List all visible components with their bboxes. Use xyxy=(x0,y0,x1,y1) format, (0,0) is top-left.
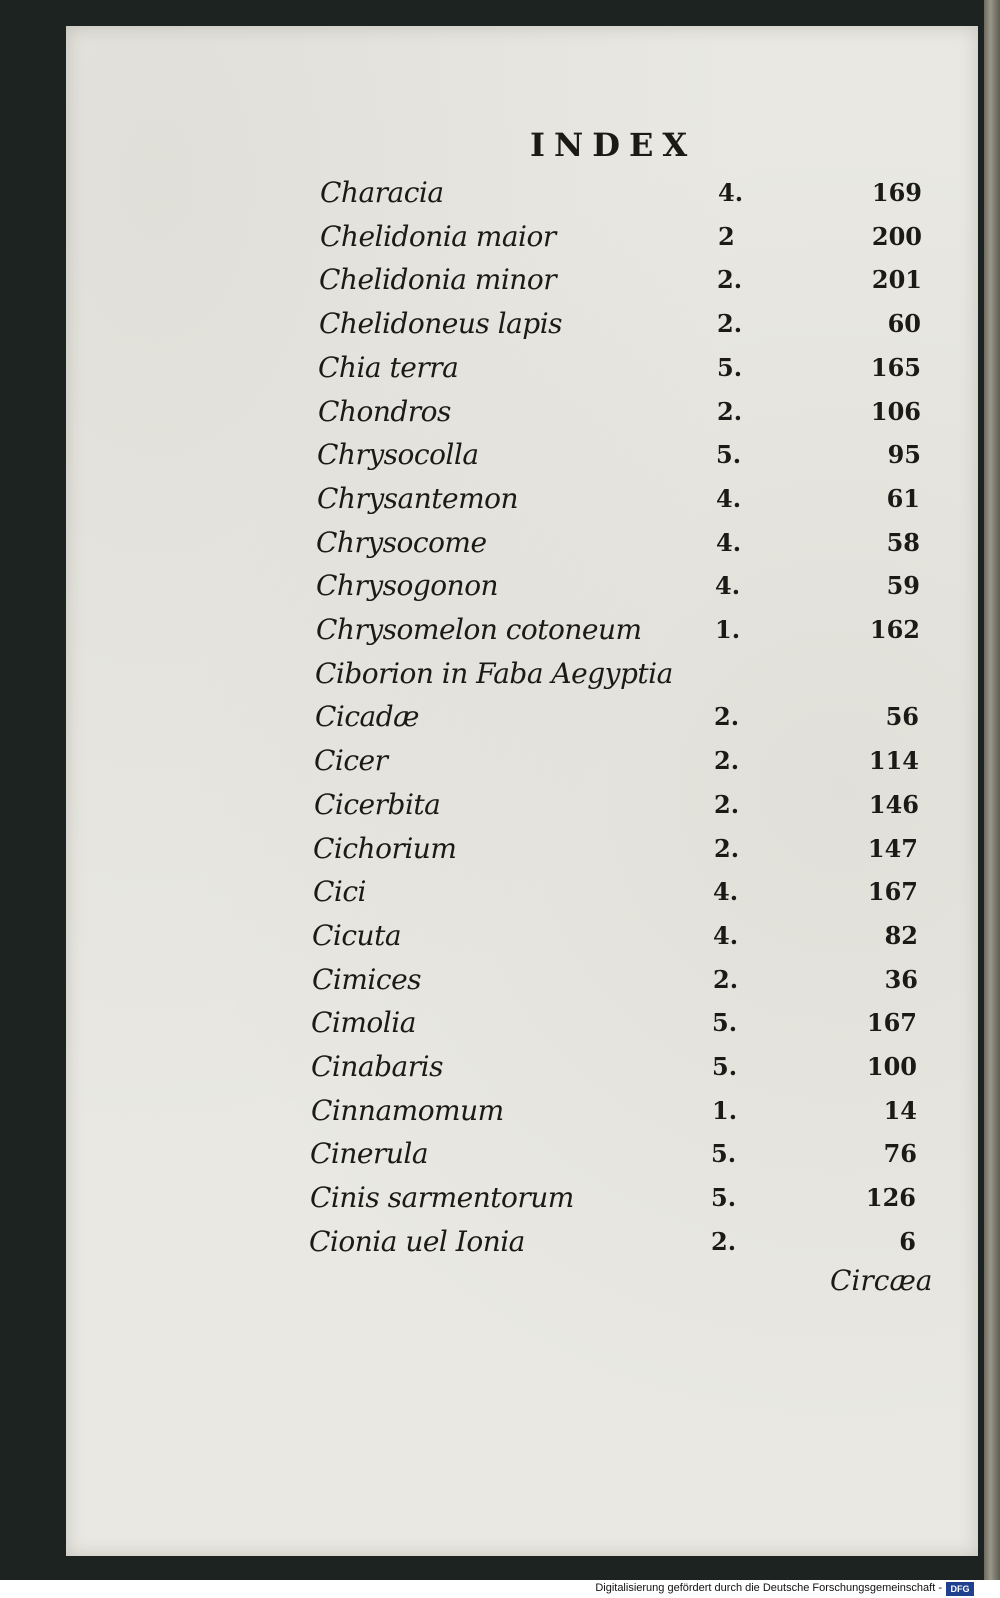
entry-book: 2. xyxy=(717,265,743,294)
entry-page: 59 xyxy=(886,571,920,600)
entry-page: 162 xyxy=(869,615,920,644)
index-row xyxy=(0,351,1000,395)
entry-page: 58 xyxy=(886,528,920,557)
entry-page: 167 xyxy=(866,1008,917,1037)
entry-page: 169 xyxy=(871,178,922,207)
entry-book: 4. xyxy=(713,877,739,906)
entry-book: 4. xyxy=(716,484,742,513)
entry-name: Cici xyxy=(313,875,367,908)
index-row xyxy=(0,700,1000,744)
entry-book: 2. xyxy=(711,1227,737,1256)
entry-page: 6 xyxy=(899,1227,916,1256)
entry-page: 100 xyxy=(866,1052,917,1081)
entry-page: 200 xyxy=(871,222,922,251)
entry-name: Cimices xyxy=(312,963,422,996)
entry-page: 76 xyxy=(883,1139,917,1168)
index-row xyxy=(0,395,1000,439)
page-heading: INDEX xyxy=(530,126,697,164)
footer-bar xyxy=(0,1580,1000,1598)
entry-name: Chrysantemon xyxy=(317,482,519,515)
entry-name: Cicerbita xyxy=(314,788,441,821)
index-row xyxy=(0,1050,1000,1094)
entry-book: 2. xyxy=(714,790,740,819)
entry-book: 5. xyxy=(711,1139,737,1168)
index-row xyxy=(0,1094,1000,1138)
entry-page: 167 xyxy=(867,877,918,906)
entry-name: Cicuta xyxy=(312,919,402,952)
entry-name: Chelidonia maior xyxy=(320,220,556,253)
entry-name: Cimolia xyxy=(311,1006,416,1039)
entry-book: 5. xyxy=(716,440,742,469)
entry-book: 4. xyxy=(716,528,742,557)
entry-name: Chrysocolla xyxy=(317,438,479,471)
entry-book: 1. xyxy=(712,1096,738,1125)
entry-book: 5. xyxy=(712,1052,738,1081)
entry-page: 114 xyxy=(868,746,919,775)
entry-name: Chrysogonon xyxy=(316,569,499,602)
entry-name: Chelidoneus lapis xyxy=(319,307,563,340)
entry-book: 4. xyxy=(715,571,741,600)
dfg-logo: DFG xyxy=(946,1582,974,1596)
index-row xyxy=(0,1181,1000,1225)
entry-book: 5. xyxy=(717,353,743,382)
entry-name: Cinis sarmentorum xyxy=(310,1181,574,1214)
entry-page: 126 xyxy=(865,1183,916,1212)
entry-name: Chondros xyxy=(318,395,451,428)
entry-name: Cicadæ xyxy=(315,700,419,733)
entry-book: 4. xyxy=(713,921,739,950)
index-row xyxy=(0,963,1000,1007)
index-row xyxy=(0,744,1000,788)
entry-name: Chrysomelon cotoneum xyxy=(316,613,642,646)
entry-book: 2. xyxy=(717,397,743,426)
index-row xyxy=(0,657,1000,701)
entry-book: 5. xyxy=(711,1183,737,1212)
entry-page: 165 xyxy=(870,353,921,382)
entry-page: 201 xyxy=(871,265,922,294)
entry-page: 56 xyxy=(885,702,919,731)
index-row xyxy=(0,220,1000,264)
entry-name: Cinnamomum xyxy=(311,1094,504,1127)
footer-credit: Digitalisierung gefördert durch die Deutsche Forschungsgemeinschaft - xyxy=(595,1582,942,1594)
entry-name: Chia terra xyxy=(318,351,459,384)
entry-name: Ciborion in Faba Aegyptia xyxy=(315,657,673,690)
entry-name: Cinabaris xyxy=(311,1050,443,1083)
index-row xyxy=(0,875,1000,919)
entry-book: 2. xyxy=(713,965,739,994)
entry-name: Chrysocome xyxy=(316,526,487,559)
entry-page: 61 xyxy=(886,484,920,513)
index-row xyxy=(0,482,1000,526)
entry-book: 2 xyxy=(718,222,735,251)
index-row xyxy=(0,569,1000,613)
index-row xyxy=(0,832,1000,876)
entry-page: 36 xyxy=(884,965,918,994)
index-row xyxy=(0,263,1000,307)
index-row xyxy=(0,613,1000,657)
index-row xyxy=(0,438,1000,482)
entry-book: 2. xyxy=(717,309,743,338)
index-row xyxy=(0,176,1000,220)
entry-book: 2. xyxy=(714,834,740,863)
entry-book: 5. xyxy=(712,1008,738,1037)
index-row xyxy=(0,1006,1000,1050)
entry-page: 60 xyxy=(887,309,921,338)
entry-page: 146 xyxy=(868,790,919,819)
index-row xyxy=(0,307,1000,351)
catchword: Circæa xyxy=(830,1264,933,1297)
entry-name: Cichorium xyxy=(313,832,457,865)
entry-book: 4. xyxy=(718,178,744,207)
entry-page: 14 xyxy=(883,1096,917,1125)
index-row xyxy=(0,1137,1000,1181)
index-row xyxy=(0,788,1000,832)
entry-page: 106 xyxy=(870,397,921,426)
entry-name: Cionia uel Ionia xyxy=(309,1225,525,1258)
entry-page: 82 xyxy=(884,921,918,950)
entry-name: Cicer xyxy=(314,744,388,777)
entry-page: 147 xyxy=(867,834,918,863)
index-row xyxy=(0,1225,1000,1269)
index-row xyxy=(0,526,1000,570)
entry-page: 95 xyxy=(887,440,921,469)
entry-book: 2. xyxy=(714,702,740,731)
entry-name: Chelidonia minor xyxy=(319,263,557,296)
index-row xyxy=(0,919,1000,963)
entry-name: Characia xyxy=(320,176,444,209)
entry-name: Cinerula xyxy=(310,1137,429,1170)
entry-book: 2. xyxy=(714,746,740,775)
entry-book: 1. xyxy=(715,615,741,644)
